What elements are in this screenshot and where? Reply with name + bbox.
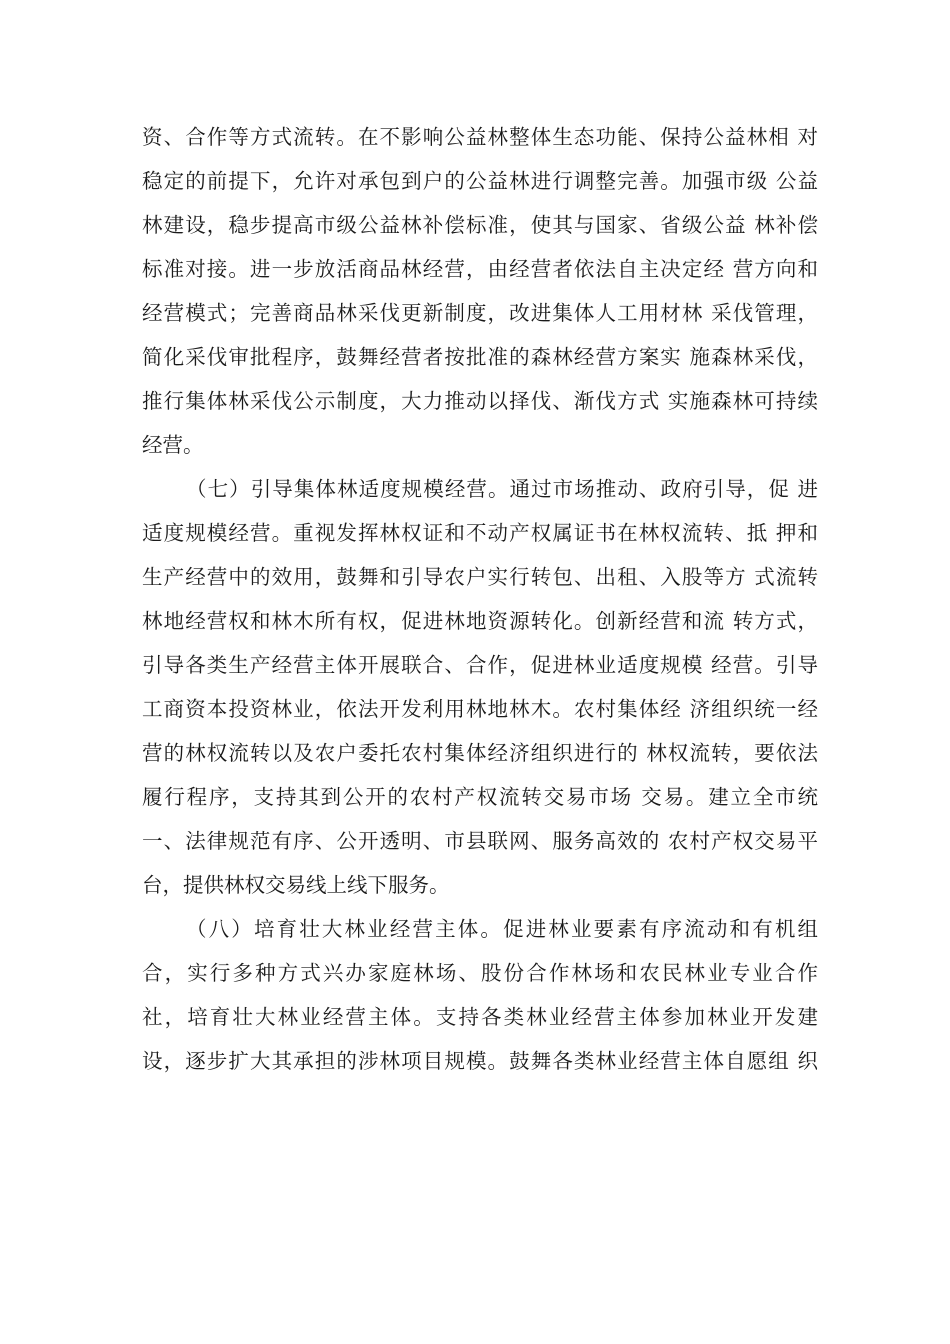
text-line: 资、合作等方式流转。在不影响公益林整体生态功能、保持公益林相 对 — [142, 125, 818, 149]
text-line: 经营模式；完善商品林采伐更新制度，改进集体人工用材林 采伐管理， — [142, 301, 818, 325]
text-line: 工商资本投资林业，依法开发利用林地林木。农村集体经 济组织统一经 — [142, 697, 818, 721]
text-line: 林地经营权和林木所有权，促进林地资源转化。创新经营和流 转方式， — [142, 609, 818, 633]
text-line: 一、法律规范有序、公开透明、市县联网、服务高效的 农村产权交易平 — [142, 829, 818, 853]
text-line: 适度规模经营。重视发挥林权证和不动产权属证书在林权流转、抵 押和 — [142, 521, 818, 545]
section-heading-line: （七）引导集体林适度规模经营。通过市场推动、政府引导，促 进 — [186, 477, 818, 501]
text-line: 履行程序，支持其到公开的农村产权流转交易市场 交易。建立全市统 — [142, 785, 818, 809]
text-line: 营的林权流转以及农户委托农村集体经济组织进行的 林权流转，要依法 — [142, 741, 818, 765]
text-line: 推行集体林采伐公示制度，大力推动以择伐、渐伐方式 实施森林可持续 — [142, 389, 818, 413]
text-line: 标准对接。进一步放活商品林经营，由经营者依法自主决定经 营方向和 — [142, 257, 818, 281]
text-line: 引导各类生产经营主体开展联合、合作，促进林业适度规模 经营。引导 — [142, 653, 818, 677]
text-line: 经营。 — [142, 433, 204, 457]
text-line: 林建设，稳步提高市级公益林补偿标准，使其与国家、省级公益 林补偿 — [142, 213, 818, 237]
text-line: 合，实行多种方式兴办家庭林场、股份合作林场和农民林业专业合作 — [142, 961, 818, 985]
text-line: 简化采伐审批程序，鼓舞经营者按批准的森林经营方案实 施森林采伐， — [142, 345, 818, 369]
text-line: 设，逐步扩大其承担的涉林项目规模。鼓舞各类林业经营主体自愿组 织 — [142, 1049, 818, 1073]
text-line: 社，培育壮大林业经营主体。支持各类林业经营主体参加林业开发建 — [142, 1005, 818, 1029]
text-line: 台，提供林权交易线上线下服务。 — [142, 873, 450, 897]
section-heading-line: （八）培育壮大林业经营主体。促进林业要素有序流动和有机组 — [186, 917, 818, 941]
text-line: 稳定的前提下，允许对承包到户的公益林进行调整完善。加强市级 公益 — [142, 169, 818, 193]
text-line: 生产经营中的效用，鼓舞和引导农户实行转包、出租、入股等方 式流转 — [142, 565, 818, 589]
